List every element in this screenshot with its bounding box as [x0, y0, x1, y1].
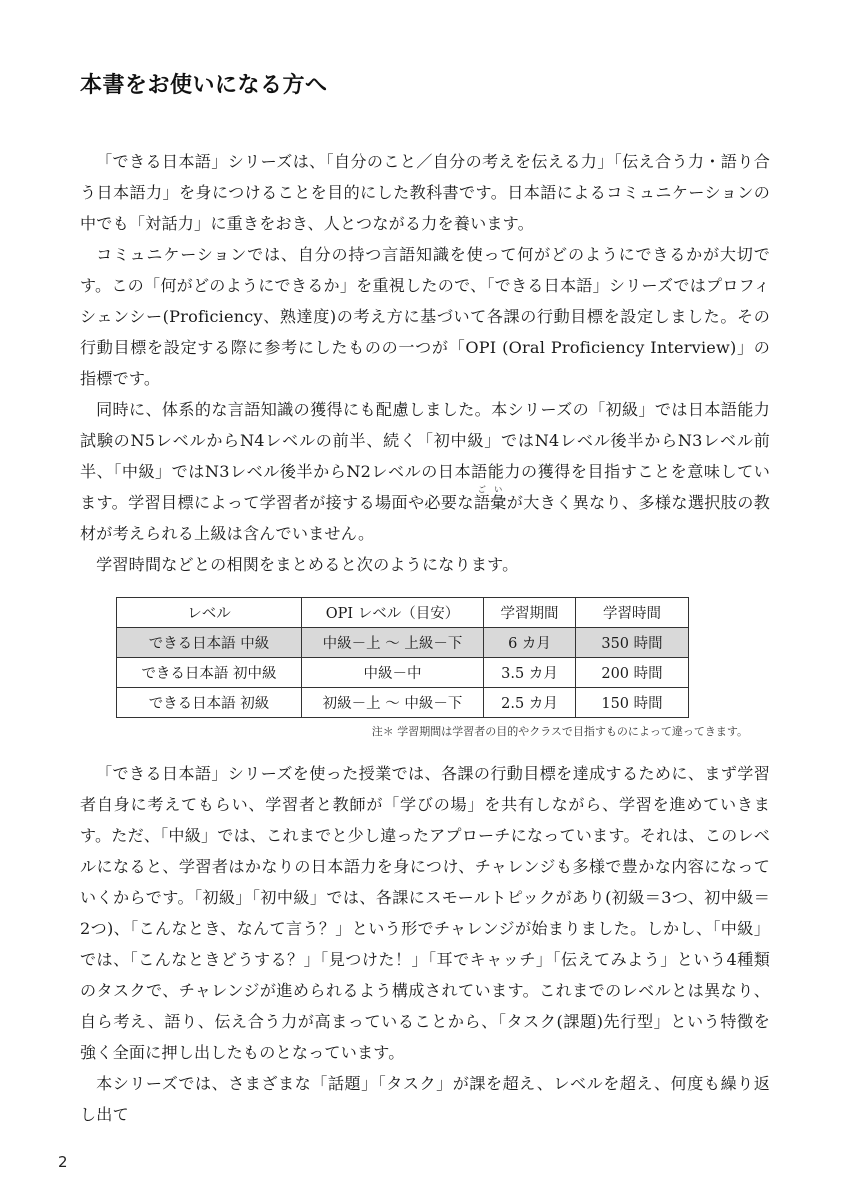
level-table — [116, 597, 689, 718]
body-text — [80, 758, 770, 1130]
intro-text — [80, 146, 770, 580]
table-cell: できる日本語 中級 — [117, 628, 302, 658]
ruby-word: 語彙ごい — [473, 485, 507, 512]
table-cell: 2.5 カ月 — [484, 688, 576, 718]
table-cell: 6 カ月 — [484, 628, 576, 658]
paragraph-5: 「できる日本語」シリーズを使った授業では、各課の行動目標を達成するために、まず学習者自身に考えてもらい、学習者と教師が「学びの場」を共有しながら、学習を進めていきます。ただ、「中級」では、これまでと少し違ったアプローチになっています。それは、このレベルになると、学習者はかなりの日本語力を身につけ、チャレンジも多様で豊かな内容になっていくからです。「初級」「初中級」では、各課にスモールトピックがあり(初級＝3つ、初中級＝2つ)、「こんなとき、なんて言う？」という形でチャレンジが始まりました。しかし、「中級」では、「こんなときどうする？」「見つけた！」「耳でキャッチ」「伝えてみよう」という4種類のタスクで、チャレンジが進められるよう構成されています。これまでのレベルとは異なり、自ら考え、語り、伝え合う力が高まっていることから、「タスク(課題)先行型」という特徴を強く全面に押し出したものとなっています。 — [80, 764, 771, 1062]
header-study-hours: 学習時間 — [576, 598, 689, 628]
table-cell: 200 時間 — [576, 658, 689, 688]
page-number: 2 — [58, 1153, 68, 1171]
table-cell: 中級－中 — [302, 658, 484, 688]
table-row — [117, 628, 689, 658]
paragraph-3-text: 同時に、体系的な言語知識の獲得にも配慮しました。本シリーズの「初級」では日本語能力試験のN5レベルからN4レベルの前半、続く「初中級」ではN4レベル後半からN3レベル前半、「中級」ではN3レベル後半からN2レベルの日本語能力の獲得を目指すことを意味しています。学習目標によって学習者が接する場面や必要な語彙ごいが大きく異なり、多様な選択肢の教材が考えられる上級は含んでいません。 — [80, 400, 771, 543]
page-heading: 本書をお使いになる方へ — [80, 73, 328, 98]
table-cell: 3.5 カ月 — [484, 658, 576, 688]
paragraph-3 — [80, 394, 770, 549]
table-cell: できる日本語 初級 — [117, 688, 302, 718]
table-cell: できる日本語 初中級 — [117, 658, 302, 688]
table-cell: 初級－上 ～ 中級－下 — [302, 688, 484, 718]
ruby-text: ごい — [473, 485, 507, 494]
header-study-period: 学習期間 — [484, 598, 576, 628]
table-cell: 350 時間 — [576, 628, 689, 658]
header-opi-level: OPI レベル（目安） — [302, 598, 484, 628]
header-level: レベル — [117, 598, 302, 628]
table-row — [117, 658, 689, 688]
paragraph-6: 本シリーズでは、さまざまな「話題」「タスク」が課を超え、レベルを超え、何度も繰り返し出て — [80, 1074, 770, 1124]
paragraph-1: 「できる日本語」シリーズは、「自分のこと／自分の考えを伝える力」「伝え合う力・語り合う日本語力」を身につけることを目的にした教科書です。日本語によるコミュニケーションの中でも「対話力」に重きをおき、人とつながる力を養います。 — [80, 152, 770, 233]
paragraph-4: 学習時間などとの相関をまとめると次のようになります。 — [96, 555, 519, 574]
table-header-row — [117, 598, 689, 628]
table-cell: 150 時間 — [576, 688, 689, 718]
paragraph-2: コミュニケーションでは、自分の持つ言語知識を使って何がどのようにできるかが大切です。この「何がどのようにできるか」を重視したので、「できる日本語」シリーズではプロフィシェンシー(Proficiency、熟達度)の考え方に基づいて各課の行動目標を設定しました。その行動目標を設定する際に参考にしたものの一つが「OPI (Oral Proficiency Interview)」の指標です。 — [80, 245, 770, 388]
table-row — [117, 688, 689, 718]
table-cell: 中級－上 ～ 上級－下 — [302, 628, 484, 658]
table-note: 注＊ 学習期間は学習者の目的やクラスで目指すものによって違ってきます。 — [371, 725, 748, 738]
